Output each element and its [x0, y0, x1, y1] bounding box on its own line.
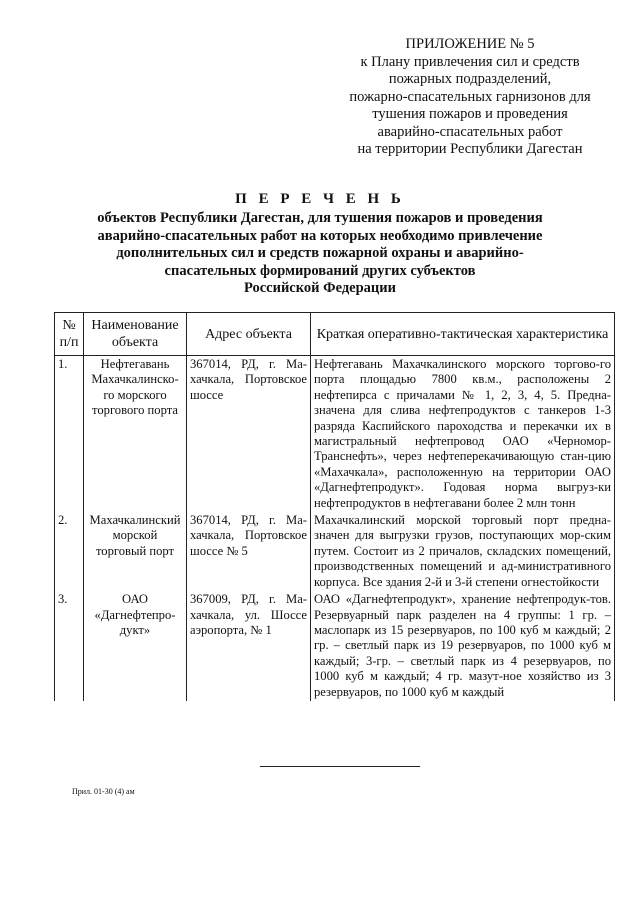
- heading-line: аварийно-спасательных работ на которых необходимо привлечение: [97, 227, 543, 244]
- appendix-line: к Плану привлечения сил и средств: [360, 53, 580, 70]
- row-num: 1.: [55, 356, 84, 513]
- heading-line: объектов Республики Дагестан, для тушения пожаров и проведения: [97, 210, 543, 226]
- document-title: П Е Р Е Ч Е Н Ь: [235, 191, 405, 207]
- heading-line: Российской Федерации: [243, 280, 396, 296]
- row-address: 367014, РД, г. Ма-хачкала, Портовское шоссе: [187, 356, 311, 513]
- appendix-line: аварийно-спасательных работ: [377, 123, 563, 140]
- row-description: Махачкалинский морской торговый порт предна-значен для выгрузки грузов, поступающих мор-ским путем. Состоит из 2 причалов, складских помещений, производственных помещений и ад-министративного корпуса. Все здания 2-й и 3-й степени огнестойкости: [311, 512, 615, 591]
- appendix-line: тушения пожаров и проведения: [372, 106, 568, 122]
- heading-line: дополнительных сил и средств пожарной охраны и аварийно-: [116, 245, 524, 261]
- row-name: Махачкалинский морской торговый порт: [84, 512, 187, 591]
- appendix-line: пожарно-спасательных гарнизонов для: [349, 88, 591, 105]
- row-description: Нефтегавань Махачкалинского морского торгово-го порта площадью 7800 кв.м., расположены 2 нефтепирса с причалами № 1, 2, 3, 4, 5. Предна-значена для слива нефтепродуктов с танкеров 1-3 разряда Каспийского пароходства и перекачки их в магистральный нефтепровод ОАО «Черномор-Транснефть», через нефтеперекачивающую стан-цию «Махачкала», расположенную на территории ОАО «Дагнефтепродукт». Годовая норма выгруз-ки нефтепродуктов в нефтегавани более 2 млн тонн: [311, 356, 615, 513]
- table-row: [55, 356, 615, 513]
- header-name: Наименование объекта: [84, 313, 187, 356]
- footer-divider: [260, 766, 420, 767]
- row-address: 367014, РД, г. Ма-хачкала, Портовское шоссе № 5: [187, 512, 311, 591]
- row-name: Нефтегавань Махачкалинско-го морского торгового порта: [84, 356, 187, 513]
- appendix-line: на территории Республики Дагестан: [357, 141, 583, 157]
- row-num: 3.: [55, 591, 84, 701]
- table-row: [55, 512, 615, 591]
- objects-table: [54, 312, 615, 701]
- header-description: Краткая оперативно-тактическая характеристика: [311, 313, 615, 356]
- header-address: Адрес объекта: [187, 313, 311, 356]
- header-num: № п/п: [55, 313, 84, 356]
- row-num: 2.: [55, 512, 84, 591]
- table-row: [55, 591, 615, 701]
- appendix-header: [330, 36, 610, 159]
- table-header-row: [55, 313, 615, 356]
- appendix-title: ПРИЛОЖЕНИЕ № 5: [405, 36, 535, 52]
- appendix-line: пожарных подразделений,: [388, 71, 552, 87]
- heading-line: спасательных формирований других субъектов: [164, 262, 476, 279]
- row-description: ОАО «Дагнефтепродукт», хранение нефтепродук-тов. Резервуарный парк разделен на 4 группы: 1 гр. – маслопарк из 15 резервуаров, по 100 куб м каждый; 2 гр. – светлый парк из 19 резервуаров, по 1000 куб м каждый; 3-гр. – светлый парк из 4 резервуаров, по 1000 куб м каждый; 4 гр. мазут-ное хозяйство из 3 резервуаров, по 1000 куб м каждый: [311, 591, 615, 701]
- document-heading: [60, 191, 580, 298]
- row-address: 367009, РД, г. Ма-хачкала, ул. Шоссе аэропорта, № 1: [187, 591, 311, 701]
- row-name: ОАО «Дагнефтепро-дукт»: [84, 591, 187, 701]
- footnote: Прил. 01-30 (4) ам: [72, 787, 135, 796]
